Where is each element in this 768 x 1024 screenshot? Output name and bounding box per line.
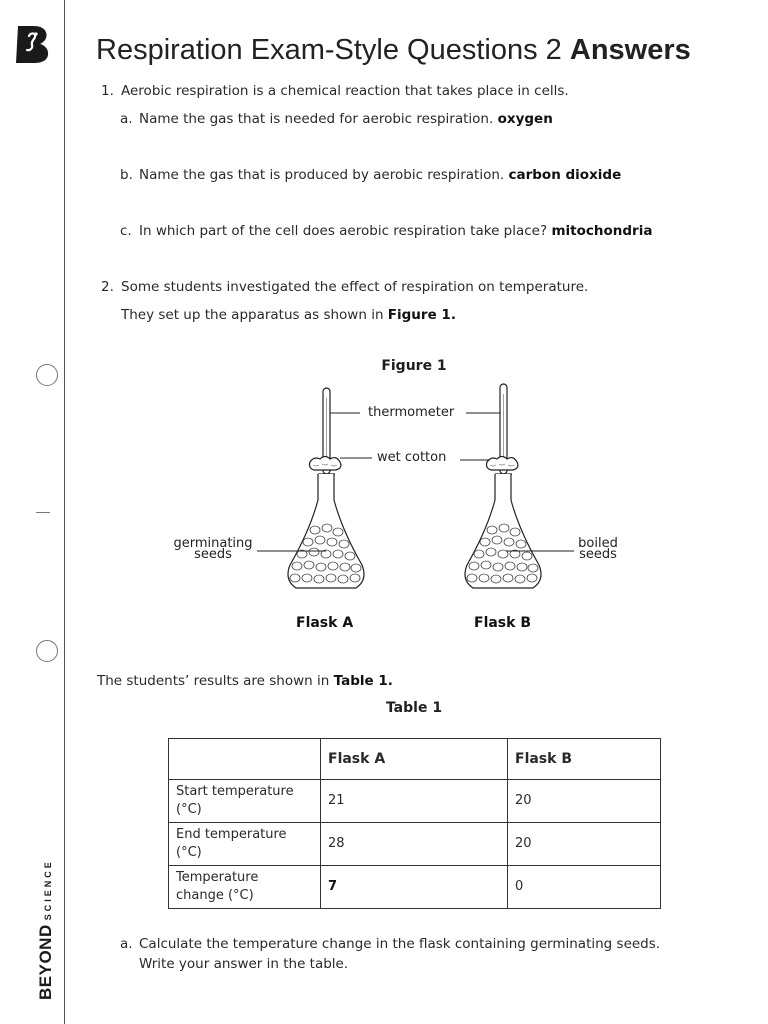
row-label-line2: change (°C) <box>176 888 254 903</box>
page-title-main: Respiration Exam-Style Questions 2 <box>96 34 562 66</box>
brand-sub: SCIENCE <box>43 859 53 921</box>
table-row <box>169 780 661 823</box>
table-row <box>169 823 661 866</box>
q1a-question: Name the gas that is needed for aerobic respiration. <box>139 111 494 127</box>
row-label-line2: (°C) <box>176 802 202 817</box>
q1b-answer: carbon dioxide <box>508 167 622 183</box>
q1c-line <box>139 221 652 241</box>
label-boiled-seeds <box>576 537 620 562</box>
q2-results-ref: Table 1. <box>333 673 393 689</box>
q2-results-text: The students’ results are shown in <box>97 673 330 689</box>
q2a-line1: Calculate the temperature change in the flask containing germinating seeds. <box>139 936 661 952</box>
table-row-label <box>169 780 321 823</box>
page-title <box>96 34 691 67</box>
q1c-letter: c. <box>120 223 132 239</box>
q2-setup-text: They set up the apparatus as shown in <box>121 307 384 323</box>
q1a-answer: oxygen <box>497 111 553 127</box>
punch-hole-top <box>36 364 58 386</box>
q1b-line <box>139 165 621 185</box>
label-boiled-line2: seeds <box>579 547 617 562</box>
q2-setup-ref: Figure 1. <box>387 307 456 323</box>
row-label-line2: (°C) <box>176 845 202 860</box>
q2-number: 2. <box>101 279 114 295</box>
results-table <box>168 738 661 909</box>
figure-title: Figure 1 <box>381 358 447 374</box>
table-header-row <box>169 739 661 780</box>
center-mark <box>36 512 50 513</box>
row-label-line1: Start temperature <box>176 784 294 799</box>
q2-stem: Some students investigated the effect of respiration on temperature. <box>121 279 589 295</box>
label-wet-cotton: wet cotton <box>377 450 447 465</box>
beyond-logo-icon <box>14 24 50 64</box>
brand-main: BEYOND <box>36 924 55 1000</box>
q1c-answer: mitochondria <box>551 223 653 239</box>
q1-number: 1. <box>101 83 114 99</box>
flask-b-drawing <box>465 384 541 588</box>
q1b-letter: b. <box>120 167 133 183</box>
q1-stem: Aerobic respiration is a chemical reaction that takes place in cells. <box>121 83 569 99</box>
row-label-line1: End temperature <box>176 827 287 842</box>
table-cell-flask-a: 28 <box>321 823 508 866</box>
label-boiled-line1: boiled <box>578 536 618 551</box>
q2-setup <box>121 305 456 325</box>
q1a-letter: a. <box>120 111 133 127</box>
table-row-label <box>169 823 321 866</box>
q1b-question: Name the gas that is produced by aerobic respiration. <box>139 167 505 183</box>
q1a-line <box>139 109 553 129</box>
q2-results-intro <box>97 671 393 691</box>
table-cell-answer: 7 <box>321 866 508 909</box>
table-header-blank <box>169 739 321 780</box>
brand-vertical <box>36 859 56 1000</box>
flask-a-drawing <box>288 388 364 588</box>
table-header-flask-b: Flask B <box>508 739 661 780</box>
q2a-line2: Write your answer in the table. <box>139 956 349 972</box>
table-title: Table 1 <box>385 700 443 716</box>
label-germinating-line2: seeds <box>194 547 232 562</box>
table-cell-flask-b: 20 <box>508 823 661 866</box>
q2a-letter: a. <box>120 936 133 952</box>
table-cell-flask-b: 0 <box>508 866 661 909</box>
table-header-flask-a: Flask A <box>321 739 508 780</box>
table-cell-flask-a: 21 <box>321 780 508 823</box>
punch-hole-bottom <box>36 640 58 662</box>
label-thermometer: thermometer <box>368 405 455 420</box>
table-row-label <box>169 866 321 909</box>
margin-rule <box>64 0 65 1024</box>
q1c-question: In which part of the cell does aerobic respiration take place? <box>139 223 548 239</box>
label-flask-a: Flask A <box>296 615 354 631</box>
label-germinating-seeds <box>171 537 255 562</box>
label-flask-b: Flask B <box>474 615 531 631</box>
label-germinating-line1: germinating <box>173 536 253 551</box>
row-label-line1: Temperature <box>176 870 259 885</box>
table-row <box>169 866 661 909</box>
page-title-bold: Answers <box>569 34 691 66</box>
table-cell-flask-b: 20 <box>508 780 661 823</box>
